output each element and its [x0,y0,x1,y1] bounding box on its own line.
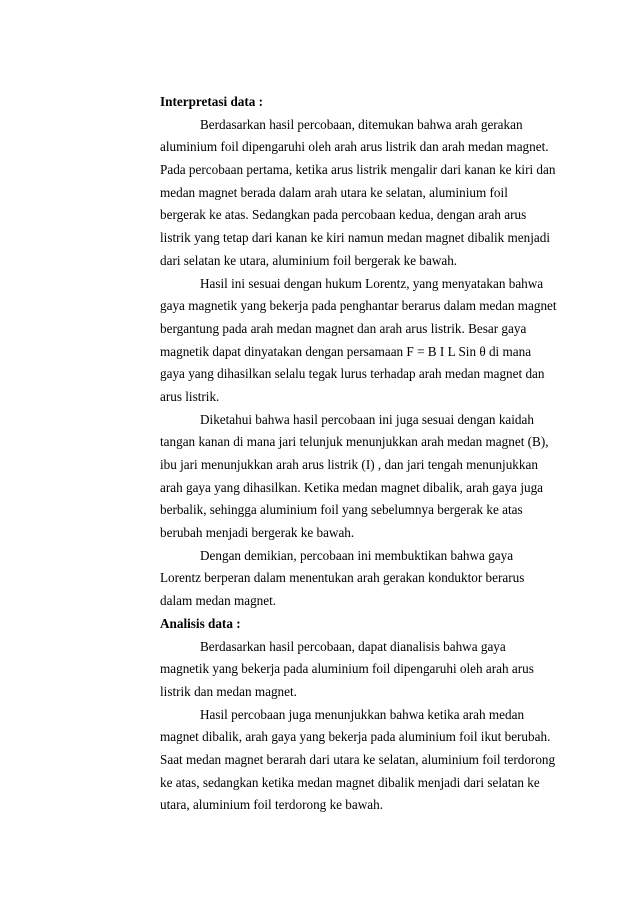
text-line: utara, aluminium foil terdorong ke bawah. [160,797,384,813]
text-line: Dengan demikian, percobaan ini membuktikan bahwa gaya [200,547,514,563]
text-line: gaya yang dihasilkan selalu tegak lurus terhadap arah medan magnet dan [160,366,545,382]
text-line: bergantung pada arah medan magnet dan arah arus listrik. Besar gaya [160,320,527,336]
interpretasi-heading: Interpretasi data : [160,94,264,109]
text-line: medan magnet berada dalam arah utara ke selatan, aluminium foil [160,184,508,200]
text-line: bergerak ke atas. Sedangkan pada percobaan kedua, dengan arah arus [160,207,527,223]
text-line: listrik yang tetap dari kanan ke kiri namun medan magnet dibalik menjadi [160,230,551,246]
text-line: gaya magnetik yang bekerja pada penghantar berarus dalam medan magnet [160,298,557,314]
text-line: berbalik, sehingga aluminium foil yang sebelumnya bergerak ke atas [160,502,523,518]
text-line: listrik dan medan magnet. [160,683,297,699]
text-line: dari selatan ke utara, aluminium foil bergerak ke bawah. [160,252,458,268]
text-line: Lorentz berperan dalam menentukan arah gerakan konduktor berarus [160,570,525,586]
text-line: Pada percobaan pertama, ketika arus listrik mengalir dari kanan ke kiri dan [160,162,556,178]
interpretasi-paragraph-4 [160,545,560,613]
text-line: ibu jari menunjukkan arah arus listrik (I) , dan jari tengah menunjukkan [160,457,538,472]
text-line: dalam medan magnet. [160,593,277,609]
interpretasi-paragraph-3 [160,409,560,545]
text-line: magnet dibalik, arah gaya yang bekerja pada aluminium foil ikut berubah. [160,729,551,745]
text-line: arus listrik. [160,388,220,404]
text-line: Diketahui bahwa hasil percobaan ini juga sesuai dengan kaidah [200,411,534,427]
text-line: Hasil ini sesuai dengan hukum Lorentz, yang menyatakan bahwa [200,275,544,291]
text-line: magnetik yang bekerja pada aluminium foil dipengaruhi oleh arah arus [160,661,534,677]
text-line: Hasil percobaan juga menunjukkan bahwa ketika arah medan [200,706,525,722]
text-line: berubah menjadi bergerak ke bawah. [160,525,355,541]
text-line: Berdasarkan hasil percobaan, ditemukan bahwa arah gerakan [200,116,523,132]
text-line: tangan kanan di mana jari telunjuk menunjukkan arah medan magnet (B), [160,434,549,450]
analisis-heading: Analisis data : [160,615,241,631]
interpretasi-paragraph-1 [160,114,560,273]
text-line: aluminium foil dipengaruhi oleh arah arus listrik dan arah medan magnet. [160,139,549,155]
text-line: ke atas, sedangkan ketika medan magnet dibalik menjadi dari selatan ke [160,774,540,790]
text-line: Berdasarkan hasil percobaan, dapat dianalisis bahwa gaya [200,638,506,654]
text-line: Saat medan magnet berarah dari utara ke selatan, aluminium foil terdorong [160,751,556,767]
document-page [160,91,560,817]
interpretasi-paragraph-2 [160,273,560,409]
analisis-paragraph-2 [160,704,560,817]
interpretasi-section [160,91,560,613]
text-line: arah gaya yang dihasilkan. Ketika medan magnet dibalik, arah gaya juga [160,479,544,495]
analisis-section [160,613,560,817]
text-line: magnetik dapat dinyatakan dengan persamaan F = B I L Sin θ di mana [160,343,532,359]
analisis-paragraph-1 [160,636,560,704]
